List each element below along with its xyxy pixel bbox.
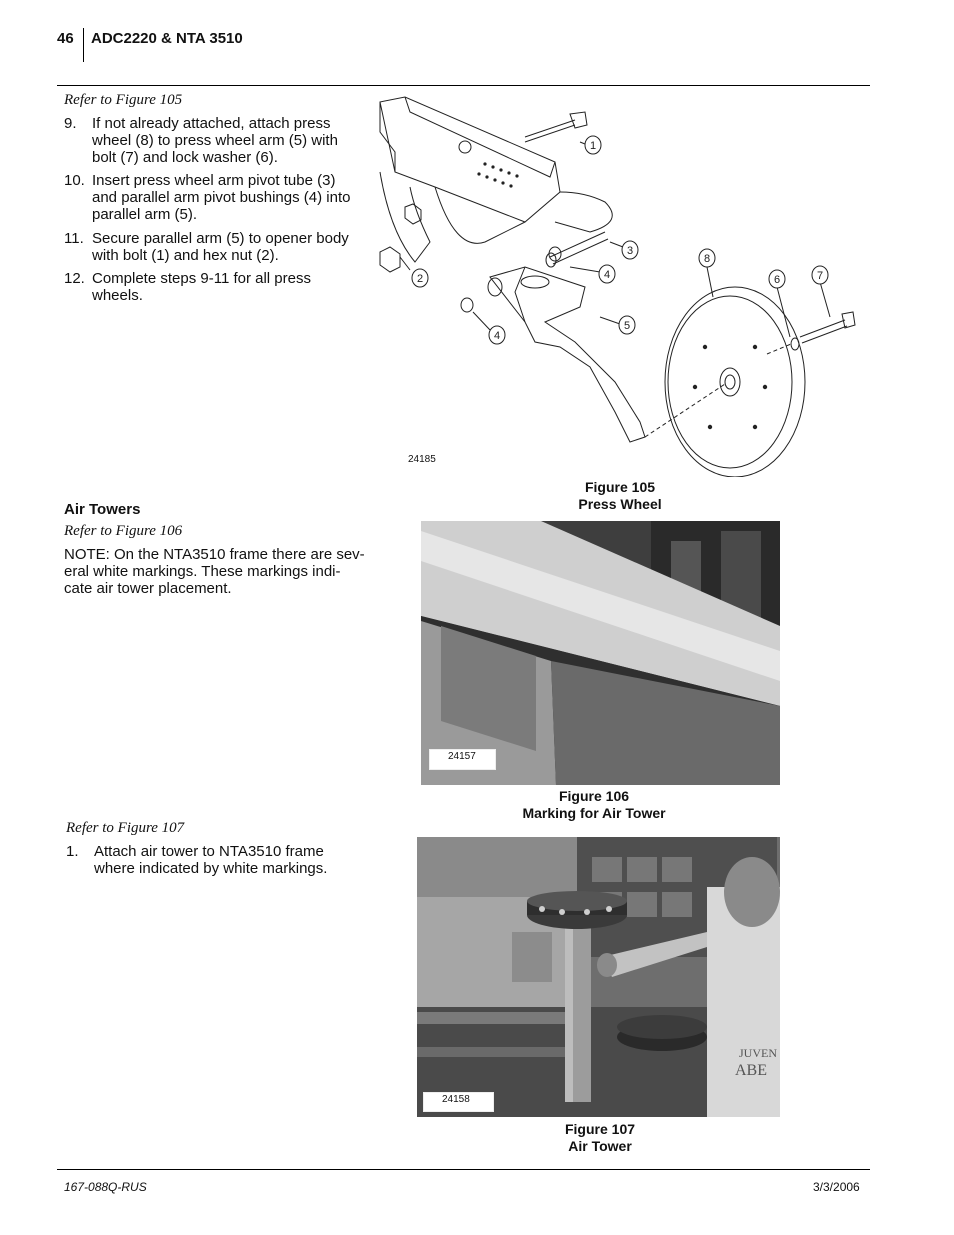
figure-title: Press Wheel [578,496,662,512]
air-tower-photo [417,837,780,1117]
callout-4: 4 [603,269,611,281]
callout-8: 8 [703,253,711,265]
figure-title: Air Tower [568,1138,632,1154]
step-number: 12. [64,270,85,287]
step-line: where indicated by white markings. [94,860,328,877]
step-9 [64,115,374,167]
figure-title: Marking for Air Tower [522,805,666,821]
air-tower-note [64,546,374,597]
callout-7: 7 [816,270,824,282]
figure-107-caption [520,1121,680,1155]
step-line: wheel (8) to press wheel arm (5) with [92,132,338,149]
step-line: Secure parallel arm (5) to opener body [92,230,349,247]
note-line: NOTE: On the NTA3510 frame there are sev- [64,546,365,563]
footer-rule [57,1169,870,1170]
step-line: wheels. [92,287,143,304]
callout-6: 6 [773,274,781,286]
step-number: 9. [64,115,77,132]
step-number: 10. [64,172,85,189]
press-wheel-diagram [375,92,870,477]
figure-107-id: 24158 [423,1092,494,1112]
step-line: with bolt (1) and hex nut (2). [92,247,279,264]
step-line: parallel arm (5). [92,206,198,223]
section-heading-air-towers: Air Towers [64,501,141,518]
note-line: eral white markings. These markings indi- [64,563,341,580]
callout-5: 5 [623,320,631,332]
refer-figure-107: Refer to Figure 107 [66,820,185,836]
callout-4b: 4 [493,330,501,342]
step-10 [64,172,374,224]
figure-106-id: 24157 [429,749,496,770]
refer-figure-105: Refer to Figure 105 [64,92,183,108]
figure-105-caption [540,479,700,513]
figure-106-caption [494,788,694,822]
figure-105-id: 24185 [408,454,436,465]
frame-marking-image [421,521,780,785]
step-line: Complete steps 9-11 for all press [92,270,311,287]
figure-number: Figure 105 [584,479,656,495]
header-rule [57,85,870,86]
step-12 [64,270,374,306]
footer-date: 3/3/2006 [813,1180,860,1194]
callout-3: 3 [626,245,634,257]
header-divider [83,28,84,62]
figure-number: Figure 107 [564,1121,636,1137]
air-tower-image [417,837,780,1117]
step-11 [64,230,374,266]
document-title: ADC2220 & NTA 3510 [91,30,243,47]
step-line: and parallel arm pivot bushings (4) into [92,189,351,206]
shirt-print-2: ABE [735,1062,767,1079]
step-number: 1. [66,843,79,860]
step-1 [66,843,376,879]
callout-1: 1 [589,140,597,152]
footer-doc-number: 167-088Q-RUS [64,1180,147,1194]
step-line: Attach air tower to NTA3510 frame [94,843,324,860]
shirt-print-1: JUVEN [739,1046,777,1060]
refer-figure-106: Refer to Figure 106 [64,523,183,539]
note-line: cate air tower placement. [64,580,232,597]
step-line: bolt (7) and lock washer (6). [92,149,278,166]
page-number: 46 [57,30,74,47]
callout-2: 2 [416,273,424,285]
step-line: If not already attached, attach press [92,115,331,132]
step-line: Insert press wheel arm pivot tube (3) [92,172,336,189]
marking-photo [421,521,780,785]
step-number: 11. [64,230,84,247]
figure-number: Figure 106 [558,788,630,804]
